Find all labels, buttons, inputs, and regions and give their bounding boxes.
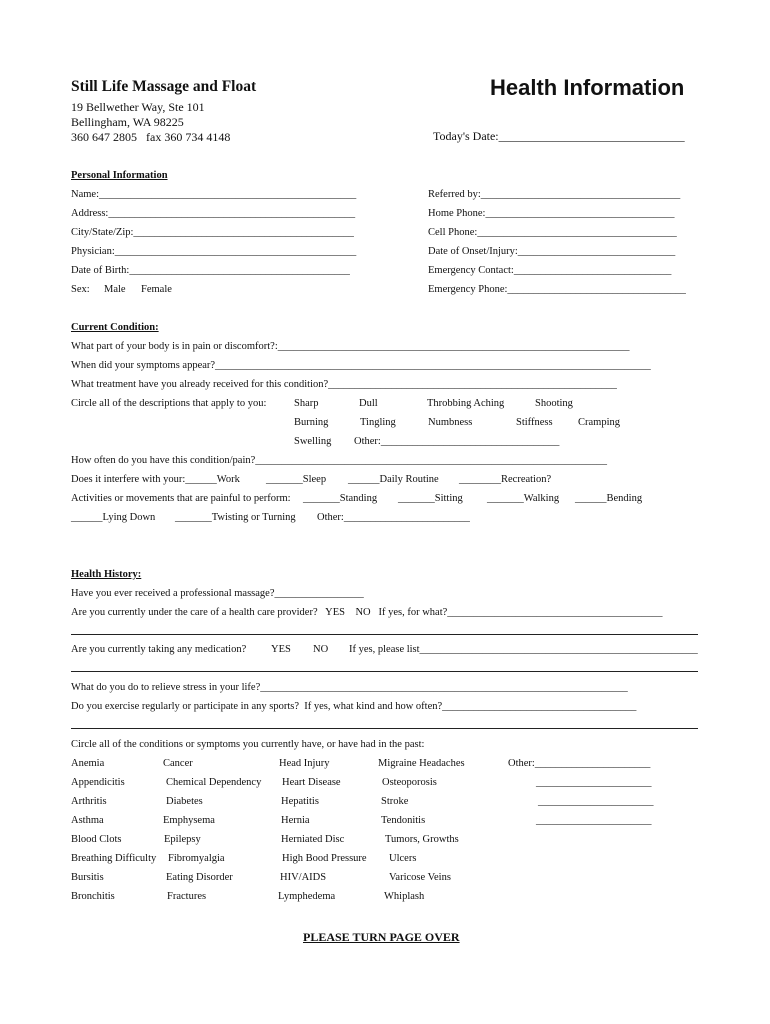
activity-sitting[interactable]: _______Sitting (398, 493, 463, 504)
other-condition-field-4[interactable]: ______________________ (536, 815, 652, 826)
condition-heart-disease[interactable]: Heart Disease (282, 777, 341, 788)
activity-bending[interactable]: ______Bending (575, 493, 643, 504)
condition-stroke[interactable]: Stroke (381, 796, 409, 807)
address-line-2: Bellingham, WA 98225 (71, 115, 184, 129)
interfere-work[interactable]: Does it interfere with your:______Work (71, 474, 240, 485)
interfere-daily-routine[interactable]: ______Daily Routine (348, 474, 439, 485)
pain-location-field[interactable]: What part of your body is in pain or discomfort?:___________________________________________________________________ (71, 341, 630, 352)
activity-other[interactable]: Other:________________________ (317, 512, 470, 523)
condition-bronchitis[interactable]: Bronchitis (71, 891, 115, 902)
interfere-sleep[interactable]: _______Sleep (266, 474, 327, 485)
health-history-heading: Health History: (71, 569, 142, 580)
medication-list-field[interactable]: If yes, please list_____________________________________________________ (349, 644, 698, 655)
sex-male-option[interactable]: Male (104, 284, 126, 295)
condition-chemical-dependency[interactable]: Chemical Dependency (166, 777, 262, 788)
option-stiffness[interactable]: Stiffness (516, 417, 553, 428)
exercise-extra-line[interactable] (71, 728, 698, 729)
date-of-onset-field[interactable]: Date of Onset/Injury:______________________________ (428, 246, 676, 257)
option-dull[interactable]: Dull (359, 398, 378, 409)
activity-walking[interactable]: _______Walking (487, 493, 560, 504)
exercise-field[interactable]: Do you exercise regularly or participate in any sports? If yes, what kind and how often?_____________________________________ (71, 701, 637, 712)
other-condition-field-2[interactable]: ______________________ (536, 777, 652, 788)
condition-diabetes[interactable]: Diabetes (166, 796, 203, 807)
condition-anemia[interactable]: Anemia (71, 758, 105, 769)
condition-osteoporosis[interactable]: Osteoporosis (382, 777, 437, 788)
option-throbbing-aching[interactable]: Throbbing Aching (427, 398, 505, 409)
care-provider-field[interactable]: Are you currently under the care of a health care provider? YES NO If yes, for what?_________________________________________ (71, 607, 663, 618)
condition-whiplash[interactable]: Whiplash (384, 891, 425, 902)
activity-standing[interactable]: _______Standing (303, 493, 378, 504)
name-field[interactable]: Name:_________________________________________________ (71, 189, 357, 200)
condition-lymphedema[interactable]: Lymphedema (278, 891, 336, 902)
condition-migraine-headaches[interactable]: Migraine Headaches (378, 758, 465, 769)
address-line-1: 19 Bellwether Way, Ste 101 (71, 100, 205, 114)
condition-bursitis[interactable]: Bursitis (71, 872, 104, 883)
date-of-birth-field[interactable]: Date of Birth:__________________________________________ (71, 265, 350, 276)
address-field[interactable]: Address:_______________________________________________ (71, 208, 356, 219)
sex-female-option[interactable]: Female (141, 284, 172, 295)
condition-epilepsy[interactable]: Epilepsy (164, 834, 201, 845)
condition-cancer[interactable]: Cancer (163, 758, 193, 769)
condition-head-injury[interactable]: Head Injury (279, 758, 330, 769)
symptoms-appear-field[interactable]: When did your symptoms appear?___________________________________________________________________________________ (71, 360, 651, 371)
city-state-zip-field[interactable]: City/State/Zip:__________________________________________ (71, 227, 354, 238)
medication-no[interactable]: NO (313, 644, 329, 655)
cell-phone-field[interactable]: Cell Phone:______________________________________ (428, 227, 677, 238)
condition-high-blood-pressure[interactable]: High Bood Pressure (282, 853, 367, 864)
home-phone-field[interactable]: Home Phone:____________________________________ (428, 208, 675, 219)
option-numbness[interactable]: Numbness (428, 417, 473, 428)
emergency-phone-field[interactable]: Emergency Phone:__________________________________ (428, 284, 686, 295)
medication-question: Are you currently taking any medication? (71, 644, 247, 655)
condition-hernia[interactable]: Hernia (281, 815, 310, 826)
condition-tumors-growths[interactable]: Tumors, Growths (385, 834, 459, 845)
condition-emphysema[interactable]: Emphysema (163, 815, 215, 826)
medication-yes[interactable]: YES (271, 644, 291, 655)
treatment-received-field[interactable]: What treatment have you already received for this condition?_______________________________________________________ (71, 379, 617, 390)
option-tingling[interactable]: Tingling (360, 417, 396, 428)
other-condition-field-3[interactable]: ______________________ (538, 796, 654, 807)
todays-date-field[interactable]: Today's Date:_______________________________ (433, 129, 685, 143)
descriptions-label: Circle all of the descriptions that apply to you: (71, 398, 267, 409)
professional-massage-field[interactable]: Have you ever received a professional massage?_________________ (71, 588, 364, 599)
condition-breathing-difficulty[interactable]: Breathing Difficulty (71, 853, 157, 864)
emergency-contact-field[interactable]: Emergency Contact:______________________________ (428, 265, 672, 276)
sex-label: Sex: (71, 284, 90, 295)
option-cramping[interactable]: Cramping (578, 417, 620, 428)
condition-varicose-veins[interactable]: Varicose Veins (389, 872, 451, 883)
personal-info-heading: Personal Information (71, 170, 168, 181)
how-often-field[interactable]: How often do you have this condition/pain?___________________________________________________________________ (71, 455, 608, 466)
condition-arthritis[interactable]: Arthritis (71, 796, 107, 807)
condition-hiv-aids[interactable]: HIV/AIDS (280, 872, 327, 883)
option-swelling[interactable]: Swelling (294, 436, 332, 447)
condition-blood-clots[interactable]: Blood Clots (71, 834, 122, 845)
business-name: Still Life Massage and Float (71, 78, 257, 95)
condition-asthma[interactable]: Asthma (71, 815, 104, 826)
other-condition-field-1[interactable]: Other:______________________ (508, 758, 651, 769)
referred-by-field[interactable]: Referred by:______________________________________ (428, 189, 681, 200)
condition-eating-disorder[interactable]: Eating Disorder (166, 872, 233, 883)
condition-fractures[interactable]: Fractures (167, 891, 207, 902)
conditions-instruction: Circle all of the conditions or symptoms you currently have, or have had in the past: (71, 739, 425, 750)
option-sharp[interactable]: Sharp (294, 398, 319, 409)
condition-appendicitis[interactable]: Appendicitis (71, 777, 125, 788)
condition-ulcers[interactable]: Ulcers (389, 853, 417, 864)
option-other-description[interactable]: Other:__________________________________ (354, 436, 560, 447)
painful-activities-label: Activities or movements that are painful to perform: (71, 493, 291, 504)
physician-field[interactable]: Physician:______________________________________________ (71, 246, 357, 257)
option-burning[interactable]: Burning (294, 417, 329, 428)
phone-fax: 360 647 2805 fax 360 734 4148 (71, 130, 231, 144)
condition-tendonitis[interactable]: Tendonitis (381, 815, 426, 826)
turn-page-over-notice: PLEASE TURN PAGE OVER (303, 930, 460, 944)
form-title: Health Information (490, 75, 685, 100)
option-shooting[interactable]: Shooting (535, 398, 573, 409)
condition-fibromyalgia[interactable]: Fibromyalgia (168, 853, 225, 864)
stress-relief-field[interactable]: What do you do to relieve stress in your life?______________________________________________________________________ (71, 682, 628, 693)
current-condition-heading: Current Condition: (71, 322, 159, 333)
activity-lying-down[interactable]: ______Lying Down (71, 512, 156, 523)
care-provider-extra-line[interactable] (71, 634, 698, 635)
condition-herniated-disc[interactable]: Herniated Disc (281, 834, 345, 845)
condition-hepatitis[interactable]: Hepatitis (281, 796, 319, 807)
activity-twisting-turning[interactable]: _______Twisting or Turning (175, 512, 296, 523)
medication-extra-line[interactable] (71, 671, 698, 672)
interfere-recreation[interactable]: ________Recreation? (459, 474, 552, 485)
